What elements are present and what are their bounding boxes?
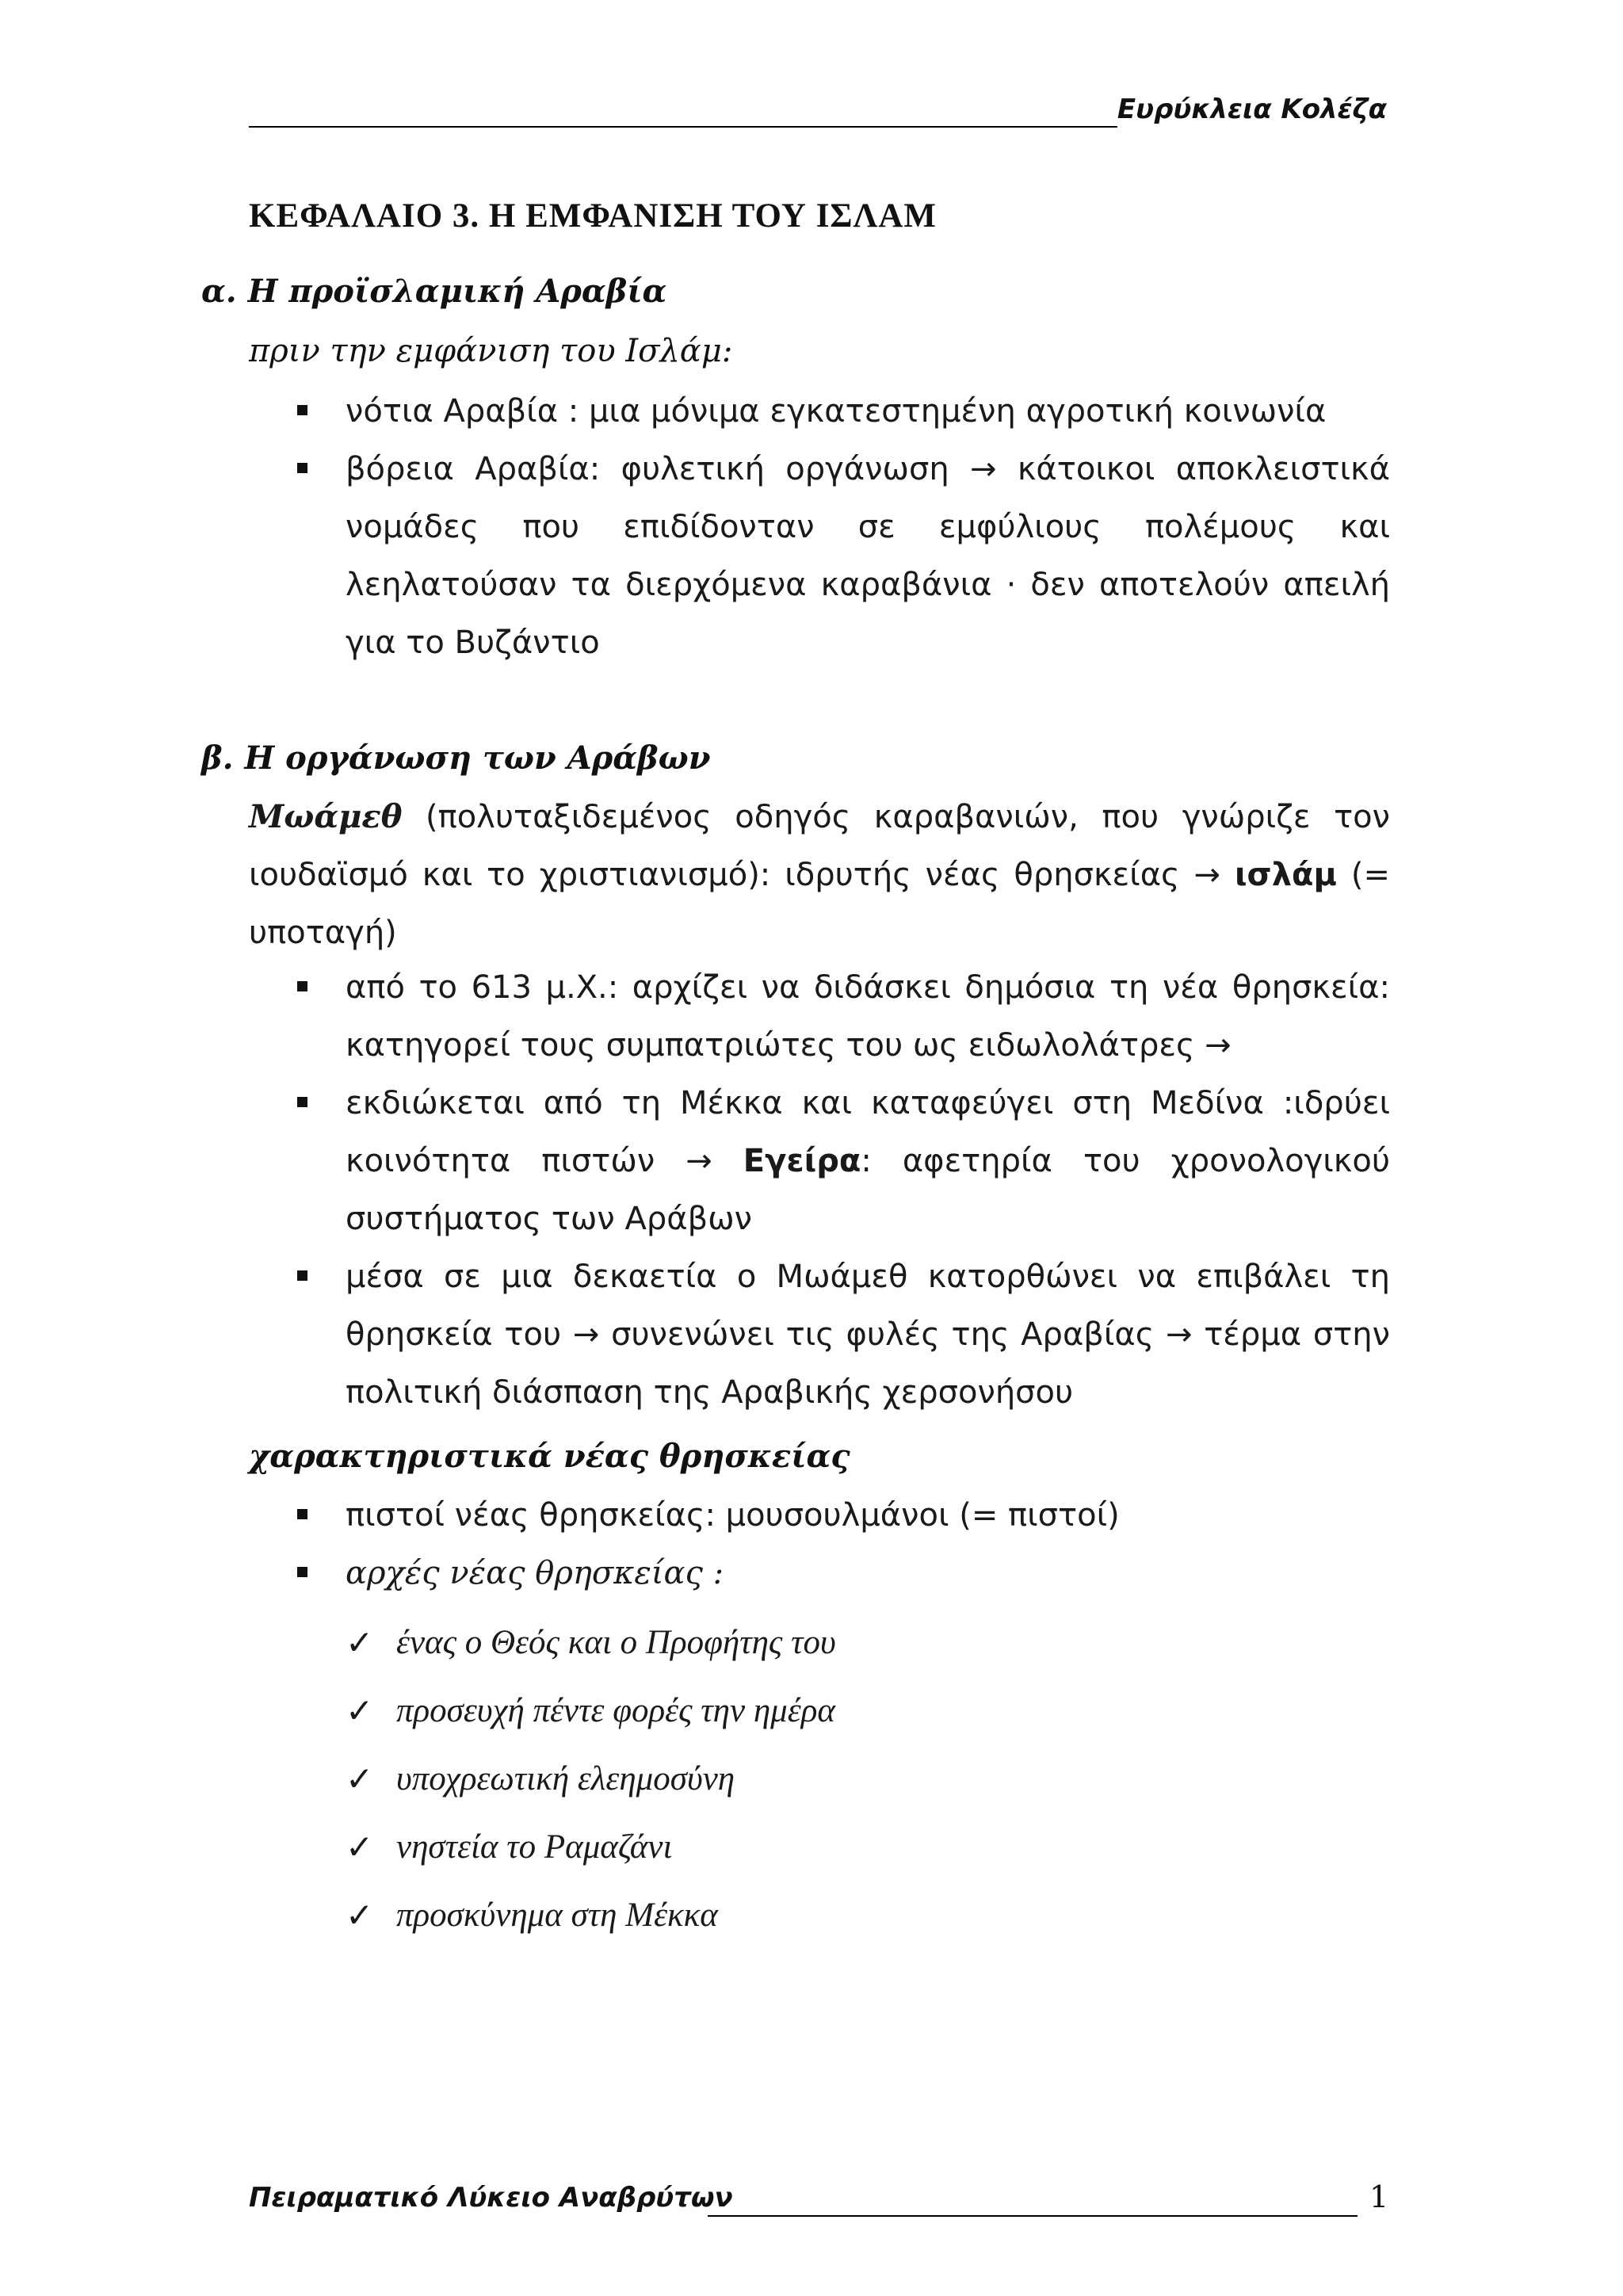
section-b-bullet-list bbox=[0, 959, 1390, 1422]
square-bullet-icon bbox=[297, 981, 307, 991]
checkmark-icon: ✓ bbox=[346, 1759, 374, 1798]
list-item bbox=[0, 959, 1390, 1075]
footer-rule bbox=[708, 2215, 1358, 2217]
paragraph-lead-term: Μωάμεθ bbox=[249, 798, 403, 835]
checklist-item bbox=[346, 1609, 836, 1677]
chapter-title: ΚΕΦΑΛΑΙΟ 3. Η ΕΜΦΑΝΙΣΗ ΤΟΥ ΙΣΛΑΜ bbox=[249, 197, 938, 235]
list-item bbox=[0, 1545, 1390, 1603]
checklist-item bbox=[346, 1881, 836, 1950]
list-item-text: αρχές νέας θρησκείας : bbox=[346, 1555, 724, 1591]
paragraph-text: (= υποταγή) bbox=[249, 857, 1390, 951]
checkmark-icon: ✓ bbox=[346, 1623, 374, 1662]
list-item-text: από το 613 μ.Χ.: αρχίζει να διδάσκει δημόσια τη νέα θρησκεία: κατηγορεί τους συμπατριώτες του ως ειδωλολάτρες → bbox=[346, 969, 1390, 1064]
section-a-intro: πριν την εμφάνιση του Ισλάμ: bbox=[249, 333, 733, 369]
square-bullet-icon bbox=[297, 405, 307, 415]
checklist-item-text: προσευχή πέντε φορές την ημέρα bbox=[396, 1692, 835, 1729]
principles-checklist bbox=[346, 1609, 836, 1950]
list-item-text: εκδιώκεται από τη Μέκκα και καταφεύγει στη Μεδίνα :ιδρύει κοινότητα πιστών → bbox=[346, 1085, 1390, 1179]
checklist-item-text: προσκύνημα στη Μέκκα bbox=[396, 1897, 718, 1934]
checklist-item bbox=[346, 1745, 836, 1813]
section-b-heading: β. Η οργάνωση των Αράβων bbox=[201, 739, 711, 777]
footer-school-name: Πειραματικό Λύκειο Αναβρύτων bbox=[249, 2182, 733, 2214]
paragraph-text: (πολυταξιδεμένος οδηγός καραβανιών, που γνώριζε τον ιουδαϊσμό και το χριστιανισμό): ιδρυτής νέας θρησκείας → bbox=[249, 799, 1390, 893]
section-a-bullet-list bbox=[0, 383, 1390, 672]
checklist-item bbox=[346, 1813, 836, 1881]
list-item bbox=[0, 383, 1390, 441]
section-c-bullet-list bbox=[0, 1487, 1390, 1603]
paragraph-bold-term: ισλάμ bbox=[1234, 857, 1337, 893]
list-item-text: πιστοί νέας θρησκείας: μουσουλμάνοι (= πιστοί) bbox=[346, 1497, 1120, 1534]
square-bullet-icon bbox=[297, 1509, 307, 1519]
checklist-item-text: ένας ο Θεός και ο Προφήτης του bbox=[396, 1624, 836, 1661]
list-item bbox=[0, 441, 1390, 672]
square-bullet-icon bbox=[297, 1270, 307, 1281]
page-number: 1 bbox=[1369, 2179, 1389, 2214]
bold-term: Εγείρα bbox=[743, 1143, 861, 1179]
list-item-text: μέσα σε μια δεκαετία ο Μωάμεθ κατορθώνει να επιβάλει τη θρησκεία του → συνενώνει τις φυλές της Αραβίας → τέρμα στην πολιτική διάσπαση της Αραβικής χερσονήσου bbox=[346, 1259, 1390, 1411]
list-item-text: : αφετηρία του χρονολογικού συστήματος των Αράβων bbox=[346, 1143, 1390, 1237]
square-bullet-icon bbox=[297, 1567, 307, 1577]
checkmark-icon: ✓ bbox=[346, 1828, 374, 1866]
list-item-text: νότια Αραβία : μια μόνιμα εγκατεστημένη αγροτική κοινωνία bbox=[346, 393, 1327, 430]
list-item bbox=[0, 1075, 1390, 1248]
checklist-item-text: υποχρεωτική ελεημοσύνη bbox=[396, 1760, 735, 1797]
list-item bbox=[0, 1248, 1390, 1422]
square-bullet-icon bbox=[297, 1097, 307, 1107]
checkmark-icon: ✓ bbox=[346, 1896, 374, 1935]
header-author: Ευρύκλεια Κολέζα bbox=[1117, 94, 1387, 125]
list-item-text: βόρεια Αραβία: φυλετική οργάνωση → κάτοικοι αποκλειστικά νομάδες που επιδίδονταν σε εμφύλιους πολέμους και λεηλατούσαν τα διερχόμενα καραβάνια · δεν αποτελούν απειλή για το Βυζάντιο bbox=[346, 451, 1390, 661]
checklist-item bbox=[346, 1677, 836, 1745]
section-b-paragraph bbox=[249, 788, 1390, 962]
header-rule bbox=[249, 126, 1117, 128]
checkmark-icon: ✓ bbox=[346, 1691, 374, 1730]
square-bullet-icon bbox=[297, 463, 307, 473]
section-c-heading: χαρακτηριστικά νέας θρησκείας bbox=[249, 1438, 850, 1475]
list-item bbox=[0, 1487, 1390, 1545]
section-a-heading: α. Η προϊσλαμική Αραβία bbox=[201, 273, 667, 310]
checklist-item-text: νηστεία το Ραμαζάνι bbox=[396, 1828, 673, 1866]
